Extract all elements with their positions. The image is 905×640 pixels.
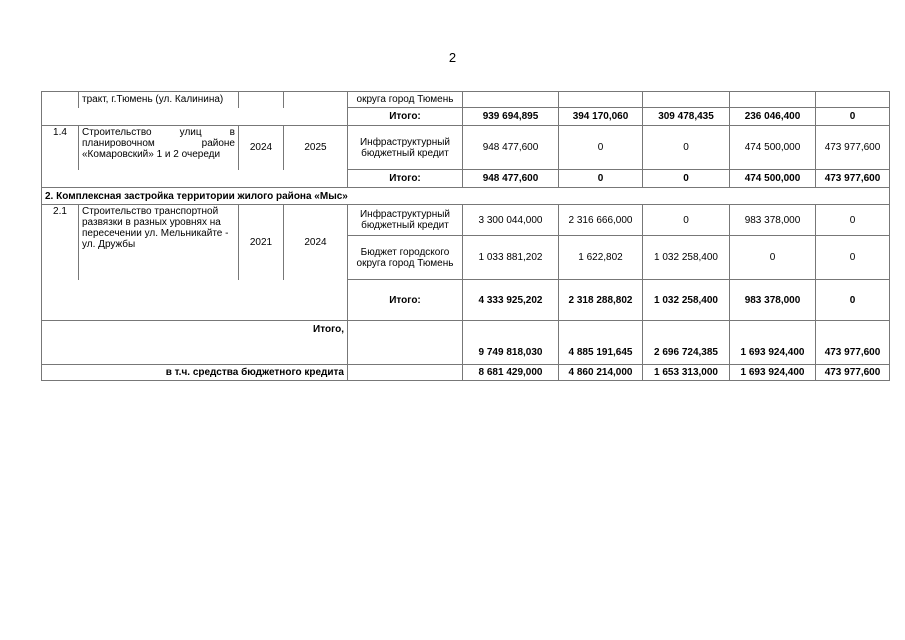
funding-source-cell: Бюджет городского округа город Тюмень — [348, 236, 463, 280]
value-cell — [643, 92, 730, 108]
end-year-cell: 2025 — [284, 126, 348, 170]
empty-cell — [348, 365, 463, 381]
value-cell: 948 477,600 — [463, 126, 559, 170]
value-cell: 474 500,000 — [730, 170, 816, 188]
value-cell — [463, 92, 559, 108]
value-cell: 0 — [643, 126, 730, 170]
funding-source-cell: Инфраструктурный бюджетный кредит — [348, 126, 463, 170]
row-number-cell — [42, 92, 79, 108]
value-cell: 1 032 258,400 — [643, 280, 730, 321]
table-row-subtotal — [42, 280, 890, 321]
object-name-cell: Строительство улиц в планировочном районе «Комаровский» 1 и 2 очереди — [79, 126, 239, 170]
object-name-cell: Строительство транспортной развязки в разных уровнях на пересечении ул. Мельникайте - ул. Дружбы — [79, 205, 239, 280]
value-cell: 1 653 313,000 — [643, 365, 730, 381]
empty-cell — [348, 321, 463, 365]
value-cell: 473 977,600 — [816, 321, 890, 365]
value-cell: 1 622,802 — [559, 236, 643, 280]
value-cell: 983 378,000 — [730, 280, 816, 321]
table-row — [42, 126, 890, 170]
value-cell — [816, 92, 890, 108]
table-row — [42, 205, 890, 236]
value-cell: 0 — [730, 236, 816, 280]
empty-cell — [42, 170, 348, 188]
grand-total-row — [42, 321, 890, 365]
value-cell: 0 — [643, 170, 730, 188]
value-cell: 1 032 258,400 — [643, 236, 730, 280]
value-cell: 0 — [816, 205, 890, 236]
row-number-cell: 2.1 — [42, 205, 79, 280]
grand-total-label: Итого, — [42, 321, 348, 365]
subtotal-label: Итого: — [348, 170, 463, 188]
page-number: 2 — [448, 50, 457, 65]
funding-source-cell: округа город Тюмень — [348, 92, 463, 108]
row-number-cell: 1.4 — [42, 126, 79, 170]
value-cell: 473 977,600 — [816, 365, 890, 381]
value-cell: 0 — [559, 170, 643, 188]
end-year-cell: 2024 — [284, 205, 348, 280]
funding-source-cell: Инфраструктурный бюджетный кредит — [348, 205, 463, 236]
start-year-cell: 2021 — [239, 205, 284, 280]
value-cell — [730, 92, 816, 108]
value-cell: 236 046,400 — [730, 108, 816, 126]
value-cell: 473 977,600 — [816, 170, 890, 188]
value-cell: 939 694,895 — [463, 108, 559, 126]
table-row-subtotal — [42, 170, 890, 188]
value-cell: 1 033 881,202 — [463, 236, 559, 280]
start-year-cell: 2024 — [239, 126, 284, 170]
value-cell: 8 681 429,000 — [463, 365, 559, 381]
table-row — [42, 92, 890, 108]
start-year-cell — [239, 92, 284, 108]
empty-cell — [42, 108, 348, 126]
section-header-row — [42, 188, 890, 205]
object-name-cell: тракт, г.Тюмень (ул. Калинина) — [79, 92, 239, 108]
value-cell: 2 696 724,385 — [643, 321, 730, 365]
value-cell: 983 378,000 — [730, 205, 816, 236]
end-year-cell — [284, 92, 348, 108]
credit-total-row — [42, 365, 890, 381]
empty-cell — [42, 280, 348, 321]
value-cell: 309 478,435 — [643, 108, 730, 126]
value-cell: 0 — [816, 108, 890, 126]
subtotal-label: Итого: — [348, 280, 463, 321]
value-cell: 0 — [643, 205, 730, 236]
value-cell: 473 977,600 — [816, 126, 890, 170]
value-cell: 4 885 191,645 — [559, 321, 643, 365]
value-cell: 0 — [816, 236, 890, 280]
value-cell — [559, 92, 643, 108]
value-cell: 0 — [559, 126, 643, 170]
value-cell: 394 170,060 — [559, 108, 643, 126]
value-cell: 0 — [816, 280, 890, 321]
value-cell: 1 693 924,400 — [730, 365, 816, 381]
value-cell: 3 300 044,000 — [463, 205, 559, 236]
subtotal-label: Итого: — [348, 108, 463, 126]
table-row-subtotal — [42, 108, 890, 126]
value-cell: 2 318 288,802 — [559, 280, 643, 321]
value-cell: 474 500,000 — [730, 126, 816, 170]
value-cell: 2 316 666,000 — [559, 205, 643, 236]
value-cell: 4 333 925,202 — [463, 280, 559, 321]
budget-table — [41, 91, 890, 381]
credit-total-label: в т.ч. средства бюджетного кредита — [42, 365, 348, 381]
section-title: 2. Комплексная застройка территории жилого района «Мыс» — [42, 188, 890, 205]
value-cell: 9 749 818,030 — [463, 321, 559, 365]
value-cell: 1 693 924,400 — [730, 321, 816, 365]
value-cell: 948 477,600 — [463, 170, 559, 188]
value-cell: 4 860 214,000 — [559, 365, 643, 381]
